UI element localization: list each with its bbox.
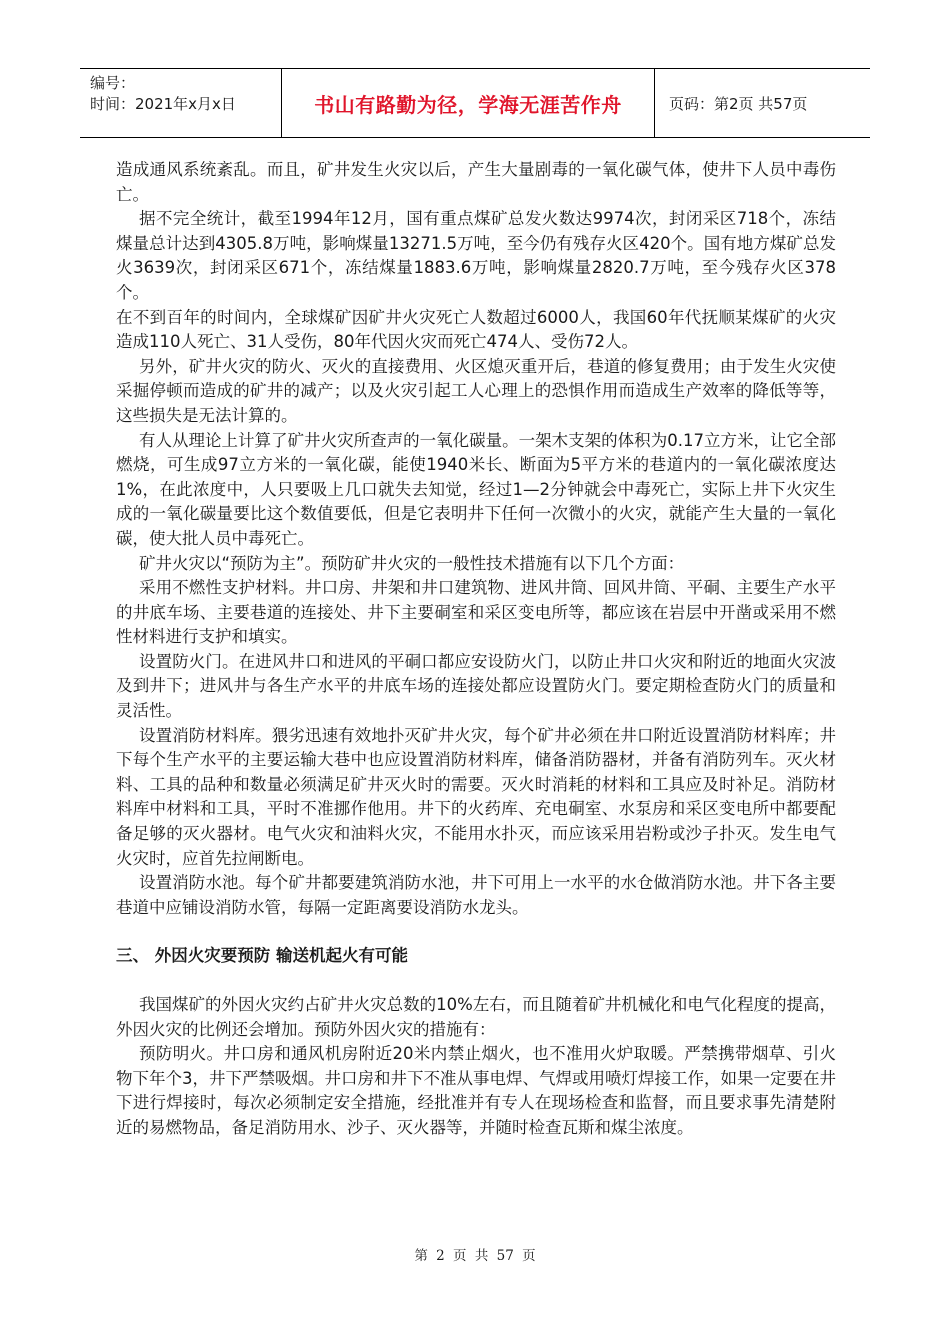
page-footer: 第 2 页 共 57 页 [414,1248,536,1264]
section-heading: 三、 外因火灾要预防 输送机起火有可能 [116,946,408,966]
paragraph: 设置消防水池。每个矿井都要建筑消防水池，井下可用上一水平的水仓做消防水池。井下各主要巷道中应铺设消防水管，每隔一定距离要设消防水龙头。 [116,873,836,917]
paragraph: 采用不燃性支护材料。井口房、井架和井口建筑物、进风井筒、回风井筒、平硐、主要生产水平的井底车场、主要巷道的连接处、井下主要硐室和采区变电所等，都应该在岩层中开凿或采用不燃性材料进行支护和填实。 [116,578,836,647]
document-number-label: 编号： [90,74,136,92]
paragraph: 我国煤矿的外因火灾约占矿井火灾总数的10%左右，而且随着矿井机械化和电气化程度的提高，外因火灾的比例还会增加。预防外因火灾的措施有： [116,995,836,1039]
header-meta [80,69,282,137]
paragraph: 另外，矿井火灾的防火、灭火的直接费用、火区熄灭重开后，巷道的修复费用；由于发生火灾使采掘停顿而造成的矿井的减产；以及火灾引起工人心理上的恐惧作用而造成生产效率的降低等等，这些损失是无法计算的。 [116,356,836,425]
paragraph: 预防明火。井口房和通风机房附近20米内禁止烟火，也不准用火炉取暖。严禁携带烟草、引火物下年个3，井下严禁吸烟。井口房和井下不准从事电焊、气焊或用喷灯焊接工作，如果一定要在井下进行焊接时，每次必须制定安全措施，经批准并有专人在现场检查和监督，而且要求事先清楚附近的易燃物品，备足消防用水、沙子、灭火器等，并随时检查瓦斯和煤尘浓度。 [116,1044,836,1137]
header-motto: 书山有路勤为径，学海无涯苦作舟 [282,69,655,137]
page-header [80,68,870,138]
paragraph: 有人从理论上计算了矿井火灾所查声的一氧化碳量。一架木支架的体积为0.17立方米，让它全部燃烧，可生成97立方米的一氧化碳，能使1940米长、断面为5平方米的巷道内的一氧化碳浓度达1%，在此浓度中，人只要吸上几口就失去知觉，经过1—2分钟就会中毒死亡，实际上井下火灾生成的一氧化碳量要比这个数值要低，但是它表明井下任何一次微小的火灾，就能产生大量的一氧化碳，使大批人员中毒死亡。 [116,430,836,548]
paragraph: 在不到百年的时间内，全球煤矿因矿井火灾死亡人数超过6000人，我国60年代抚顺某煤矿的火灾造成110人死亡、31人受伤，80年代因火灾而死亡474人、受伤72人。 [116,307,836,352]
document-date: 时间：2021年x月x日 [90,95,236,113]
paragraph: 设置防火门。在进风井口和进风的平硐口都应安设防火门，以防止井口火灾和附近的地面火灾波及到井下；进风井与各生产水平的井底车场的连接处都应设置防火门。要定期检查防火门的质量和灵活性。 [116,651,836,721]
paragraph: 造成通风系统紊乱。而且，矿井发生火灾以后，产生大量剧毒的一氧化碳气体，使井下人员中毒伤亡。 [116,160,836,204]
paragraph: 据不完全统计，截至1994年12月，国有重点煤矿总发火数达9974次，封闭采区718个，冻结煤量总计达到4305.8万吨，影响煤量13271.5万吨，至今仍有残存火区420个。国有地方煤矿总发火3639次，封闭采区671个，冻结煤量1883.6万吨，影响煤量2820.7万吨，至今残存火区378个。 [116,209,836,302]
header-page-info: 页码：第2页 共57页 [669,94,808,113]
paragraph: 矿井火灾以“预防为主”。预防矿井火灾的一般性技术措施有以下几个方面： [139,553,685,573]
document-body [116,158,836,1141]
paragraph: 设置消防材料库。猥劣迅速有效地扑灭矿井火灾，每个矿井必须在井口附近设置消防材料库；井下每个生产水平的主要运输大巷中也应设置消防材料库，储备消防器材，并备有消防列车。灭火材料、工具的品种和数量必须满足矿井灭火时的需要。灭火时消耗的材料和工具应及时补足。消防材料库中材料和工具，平时不准挪作他用。井下的火药库、充电硐室、水泵房和采区变电所中都要配备足够的灭火器材。电气火灾和油料火灾，不能用水扑灭，而应该采用岩粉或沙子扑灭。发生电气火灾时，应首先拉闸断电。 [116,725,836,868]
